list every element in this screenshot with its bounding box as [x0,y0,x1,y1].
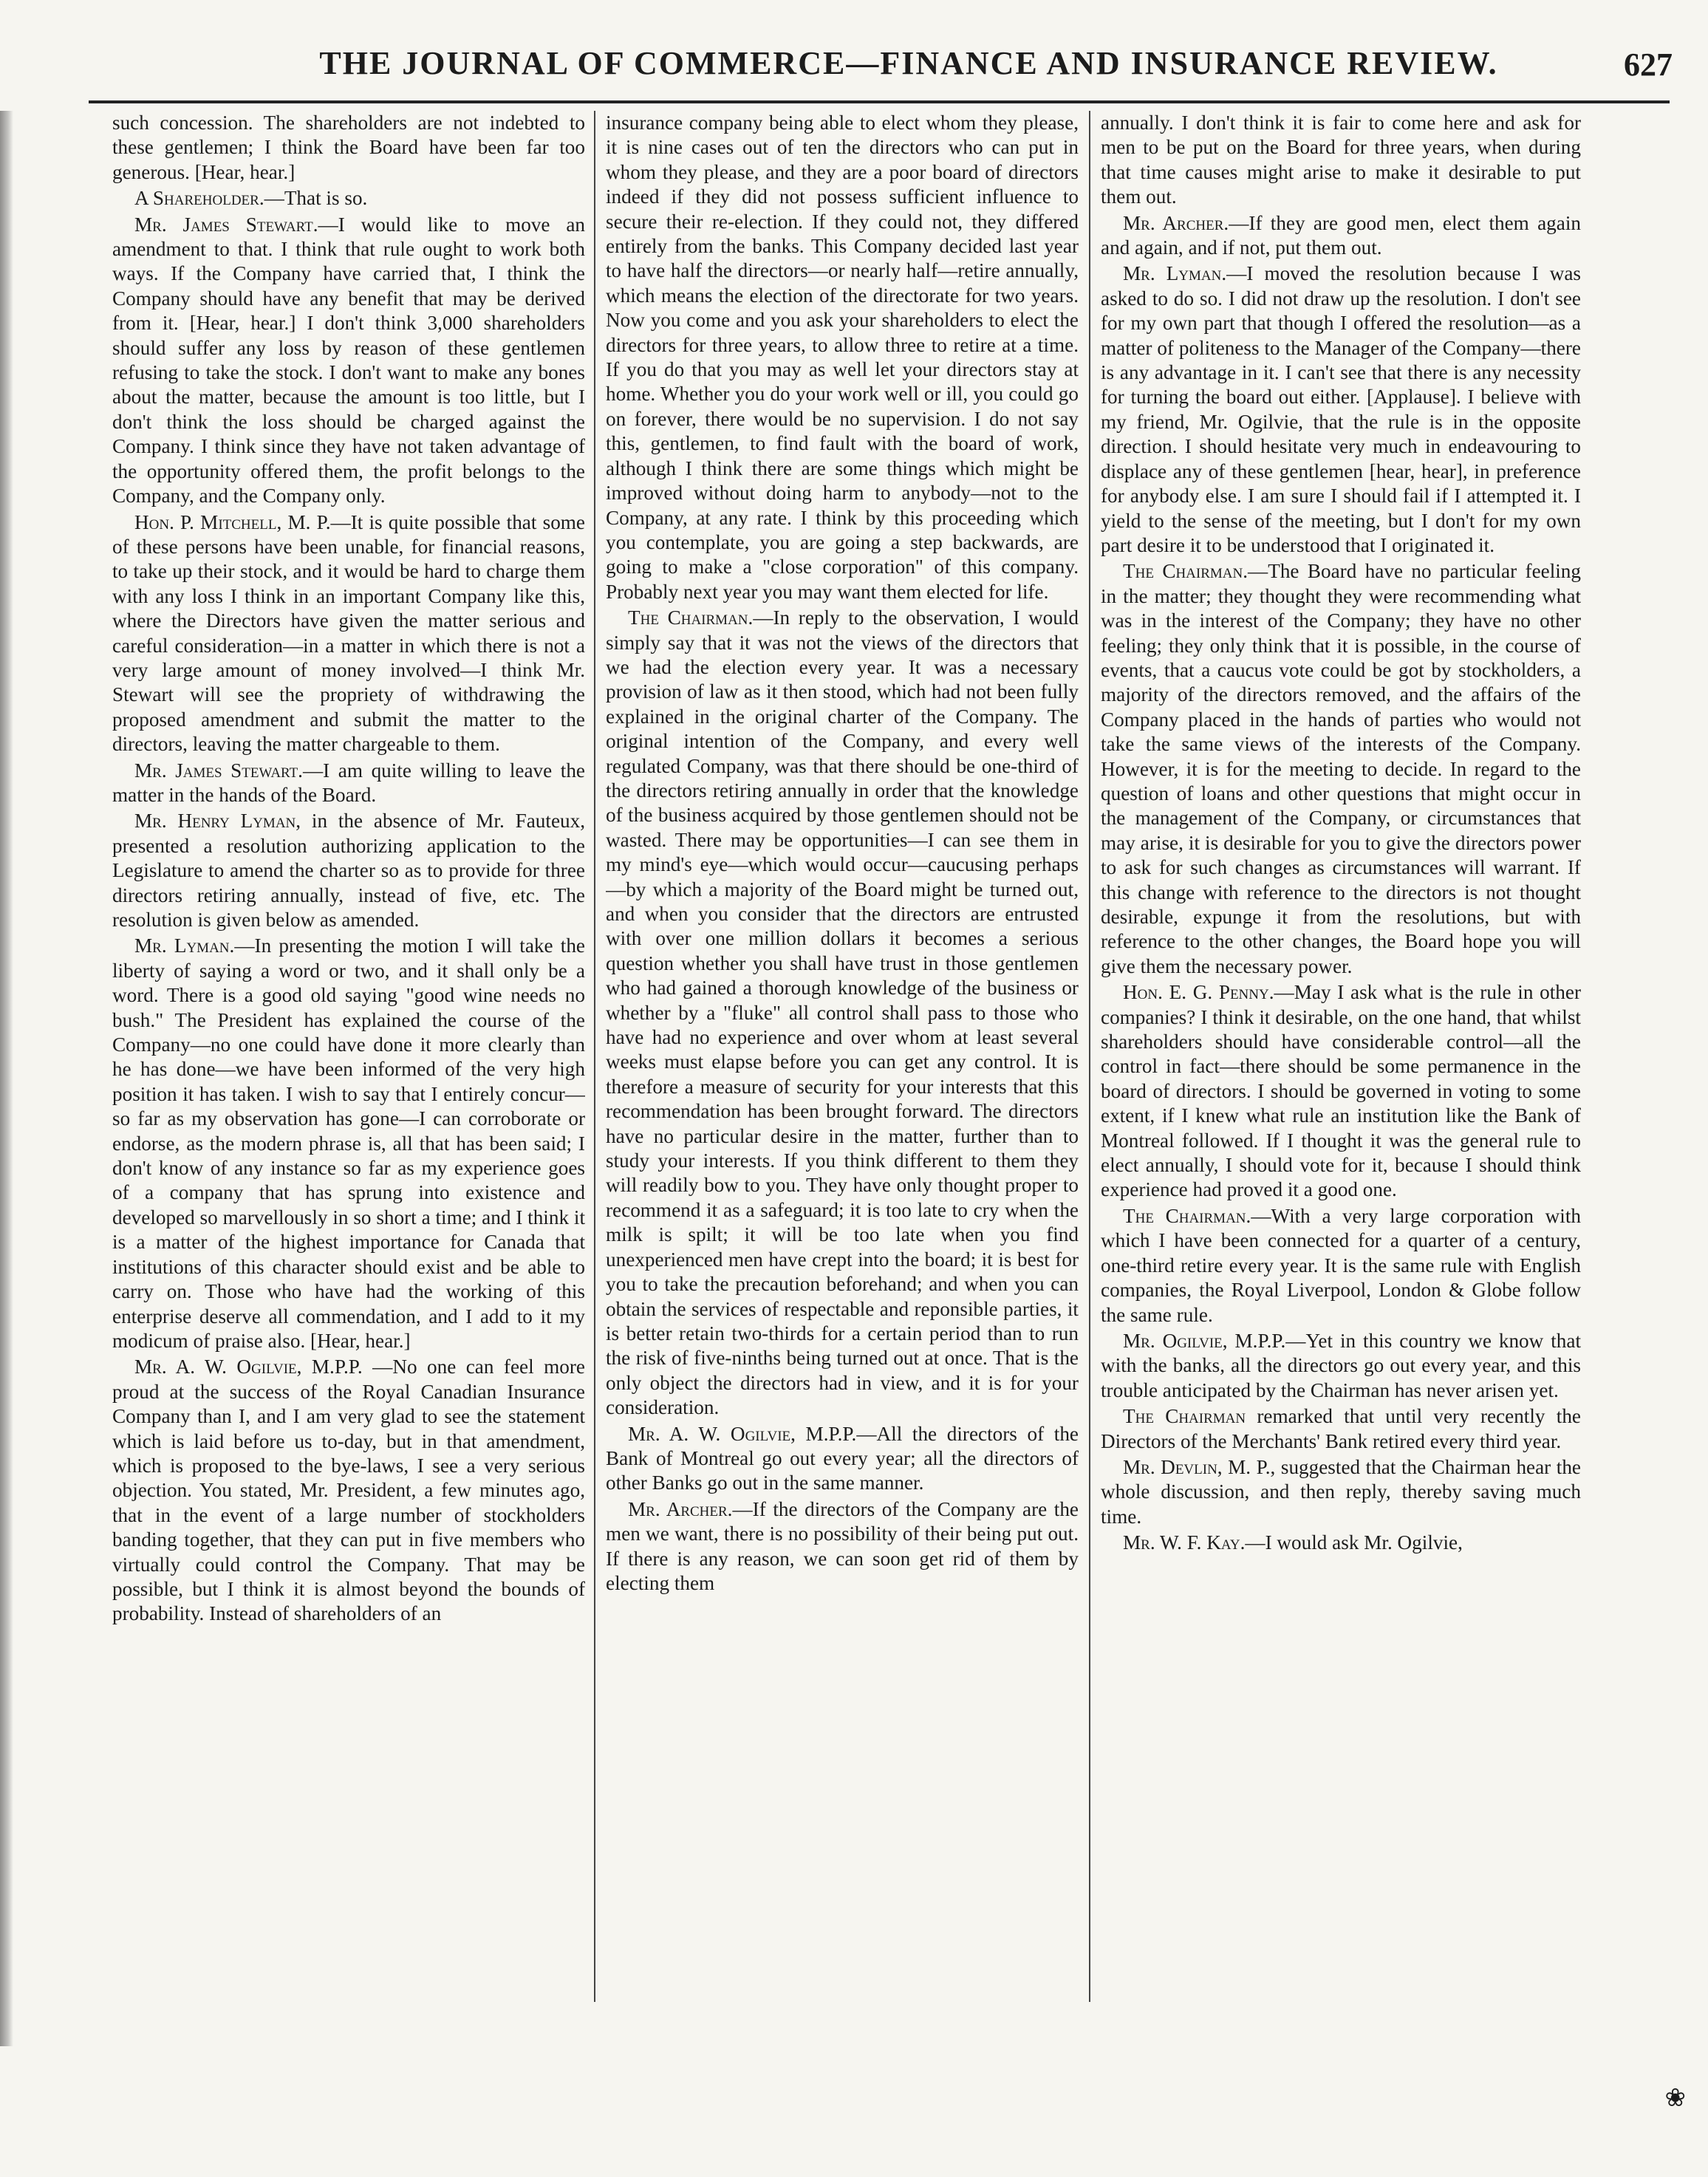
paragraph-text: —In presenting the motion I will take the liberty of saying a word or two, and it shall only be a word. There is a good old saying "good wine needs no bush." The President has explained the course of the Company—no one could have done it more clearly than he has done—we have been informed of the very high position it has taken. I wish to say that I entirely concur—so far as my observation has gone—I can corroborate or endorse, as the modern phrase is, all that has been said; I don't know of any instance so far as my experience goes of a company that has sprung into existence and developed so marvellously in so short a time; and I think it is a matter of the highest importance for Canada that institutions of this character should exist and be able to carry on. Those who have had the working of this enterprise deserve all commendation, and I add to it my modicum of praise also. [Hear, hear.] [112,934,585,1352]
paragraph-text: —I am quite willing to leave the matter in the hands of the Board. [112,759,585,806]
paragraph [1101,980,1581,1203]
paragraph [1101,1329,1581,1403]
speaker-name: The Chairman. [1123,1204,1251,1227]
paragraph-text: suggested that the Chairman hear the whole discussion, and then reply, thereby saving much time. [1101,1455,1581,1528]
speaker-name: Mr. W. F. Kay. [1123,1531,1246,1554]
paragraph-text: —If the directors of the Company are the men we want, there is no possibility of their being put out. If there is any reason, we can soon get rid of them by electing them [606,1497,1079,1594]
paragraph [1101,262,1581,558]
speaker-name: Mr. A. W. Ogilvie, M.P.P. [628,1422,857,1445]
paragraph-text: —I would like to move an amendment to that. I think that rule ought to work both ways. If the Company have carried that, I think the Company should have any benefit that may be derived from it. [Hear, hear.] I don't think 3,000 shareholders should suffer any loss by reason of these gentlemen refusing to take the stock. I don't want to make any bones about the matter, because the amount is too little, but I don't think the loss should be charged against the Company. I think since they have not taken advantage of the opportunity offered them, the profit belongs to the Company, and the Company only. [112,213,585,507]
paragraph [1101,111,1581,210]
column-1 [112,111,585,2002]
paragraph-text: such concession. The shareholders are not indebted to these gentlemen; I think the Board have been far too generous. [Hear, hear.] [112,112,585,183]
paragraph [1101,1204,1581,1327]
paragraph-text: —With a very large corporation with which I have been connected for a quarter of a century, one-third retire every year. It is the same rule with English companies, the Royal Liverpool, London & Globe follow the same rule. [1101,1204,1581,1326]
paragraph [606,606,1079,1420]
paragraph [112,213,585,509]
binding-edge [0,111,13,2046]
paragraph-text: —No one can feel more proud at the success of the Royal Canadian Insurance Company than I, and I am very glad to see the statement which is laid before us to-day, but in that amendment, which is proposed to the bye-laws, I see a very serious objection. You stated, Mr. President, a few minutes ago, that in the event of a large number of stockholders banding together, that they can put in five members who virtually could control the Company. That may be possible, but I think it is almost beyond the bounds of probability. Instead of shareholders of an [112,1356,585,1625]
paragraph-text: —The Board have no particular feeling in the matter; they thought they were recommending what was in the interest of the Company; they have no other feeling; they only think that it is possible, in the course of events, that a caucus vote could be got by stockholders, a majority of the directors removed, and the affairs of the Company placed in the hands of parties who would not take the same views of the interests of the Company. However, it is for the meeting to decide. In regard to the question of loans and other questions that might occur in the management of the Company, or circumstances that may arise, it is desirable for you to give the directors power to ask for such changes as circumstances will warrant. If this change with reference to the directors is not thought desirable, expunge it from the resolutions, but with reference to the other changes, the Board hope you will give them the necessary power. [1101,560,1581,977]
page-number: 627 [1624,47,1673,83]
paragraph [1101,1531,1581,1555]
printer-mark-icon: ❀ [1664,2085,1686,2112]
paragraph-text: in the absence of Mr. Fauteux, presented a resolution authorizing application to the Legislature to amend the charter so as to provide for three directors retiring annually, instead of five, etc. The resolution is given below as amended. [112,810,585,931]
paragraph [112,510,585,757]
paragraph [112,809,585,932]
speaker-name: Mr. James Stewart. [134,213,318,236]
speaker-name: Mr. Archer. [628,1497,733,1520]
speaker-name: Mr. Devlin, M. P., [1123,1455,1276,1478]
paragraph-text: —I would ask Mr. Ogilvie, [1245,1531,1463,1554]
paragraph [606,1497,1079,1596]
paragraph [112,1355,585,1626]
paragraph [1101,1455,1581,1529]
speaker-name: Mr. Henry Lyman, [134,810,301,833]
speaker-name: Mr. Ogilvie, M.P.P. [1123,1329,1286,1352]
paragraph-text: —All the directors of the Bank of Montreal go out every year; all the directors of other Banks go out in the same manner. [606,1422,1079,1494]
paragraph-text: —In reply to the observation, I would simply say that it was not the views of the directors that we had the election every year. It was a necessary provision of law as it then stood, which had not been fully explained in the original charter of the Company. The original intention of the Company, and every well regulated Company, was that there should be one-third of the directors retiring annually in order that the knowledge of the business acquired by those gentlemen should not be wasted. There may be opportunities—I can see them in my mind's eye—which would occur—caucusing perhaps—by which a majority of the Board might be turned out, and when you consider that the directors are entrusted with over one million dollars it becomes a serious question whether you shall have trust in those gentlemen who had gained a thorough knowledge of the business or whether by a "fluke" all control shall pass to those who have had no experience and over whom at least several weeks must elapse before you can get any control. It is therefore a measure of security for your interests that this recommendation has been brought forward. The directors have no particular desire in the matter, further than to study your interests. If you think different to them they will readily bow to you. They have only thought proper to recommend it as a safeguard; it is too late to cry when the milk is spilt; it will be too late when you find unexperienced men have crept into the board; it is best for you to take the precaution beforehand; and when you can obtain the services of respectable and reponsible parties, it is better retain two-thirds for a certain period than to run the risk of five-ninths being turned out at once. That is the only object the directors had in view, and it is for your consideration. [606,606,1079,1419]
column-3 [1101,111,1581,2002]
paragraph [112,759,585,808]
paragraph-text: insurance company being able to elect whom they please, it is nine cases out of ten the directors who can put in whom they please, and they are a poor board of directors indeed if they did not possess sufficient influence to secure their re-election. If they could not, they differed entirely from the banks. This Company decided last year to have half the directors—or nearly half—retire annually, which means the election of the directorate for two years. Now you come and you ask your shareholders to elect the directors for three years, to allow three to retire at a time. If you do that you may as well let your directors stay at home. Whether you do your work well or ill, you could go on forever, there would be no supervision. I do not say this, gentlemen, to find fault with the board of work, although I think there are some things which might be improved without doing harm to anybody—not to the Company, at any rate. I think by this proceeding which you contemplate, you are going a step backwards, are going to make a "close corporation" of this company. Probably next year you may want them elected for life. [606,112,1079,603]
speaker-name: Mr. James Stewart. [134,759,303,782]
paragraph [112,934,585,1353]
column-divider [594,111,595,2002]
paragraph [1101,1404,1581,1454]
page-header-title: THE JOURNAL OF COMMERCE—FINANCE AND INSURANCE REVIEW. [319,45,1498,81]
paragraph [606,1422,1079,1496]
paragraph [606,111,1079,604]
speaker-name: Mr. Lyman. [134,934,235,957]
speaker-name: The Chairman [1123,1405,1246,1428]
paragraph-text: annually. I don't think it is fair to come here and ask for men to be put on the Board for three years, when during that time causes might arise to make it desirable to put them out. [1101,112,1581,208]
paragraph-text: —If they are good men, elect them again and again, and if not, put them out. [1101,211,1581,259]
speaker-name: Mr. Archer. [1123,211,1229,234]
column-divider [1089,111,1090,2002]
paragraph [112,111,585,185]
paragraph-text: —It is quite possible that some of these persons have been unable, for financial reasons, to take up their stock, and it would be hard to charge them with any loss I think in an important Company like this, where the Directors have given the matter serious and careful consideration—in a matter in which there is not a very large amount of money involved—I think Mr. Stewart will see the propriety of withdrawing the proposed amendment and submit the matter to the directors, leaving the matter chargeable to them. [112,510,585,756]
column-2 [606,111,1079,2002]
paragraph [112,186,585,211]
speaker-name: The Chairman. [628,606,754,629]
paragraph-text: —May I ask what is the rule in other companies? I think it desirable, on the one hand, that whilst shareholders should have considerable control—all the control in fact—there should be some permanence in the board of directors. I should be governed in voting to some extent, if I knew what rule an institution like the Bank of Montreal followed. If I thought it was the general rule to elect annually, I should vote for it, because I should think experience had proved it a good one. [1101,981,1581,1201]
paragraph-text: —I moved the resolution because I was asked to do so. I did not draw up the resolution. I don't see for my own part that though I offered the resolution—as a matter of politeness to the Manager of the Company—there is any advantage in it. I can't see that there is any necessity for turning the board out either. [Applause]. I believe with my friend, Mr. Ogilvie, that the rule is in the opposite direction. I should hesitate very much in endeavouring to displace any of these gentlemen [hear, hear], in preference for anybody else. I am sure I should fail if I attempted it. I yield to the sense of the meeting, but I don't for my own part desire it to be understood that I originated it. [1101,262,1581,556]
paragraph-text: —That is so. [264,187,368,210]
speaker-name: The Chairman. [1123,560,1248,583]
speaker-name: Mr. A. W. Ogilvie, M.P.P. [134,1356,363,1378]
speaker-name: Hon. E. G. Penny. [1123,981,1274,1004]
paragraph-text: remarked that until very recently the Directors of the Merchants' Bank retired every third year. [1101,1405,1581,1452]
speaker-name: Hon. P. Mitchell, M. P. [134,510,331,533]
paragraph [1101,211,1581,261]
paragraph-text: —Yet in this country we know that with the banks, all the directors go out every year, and this trouble anticipated by the Chairman has never arisen yet. [1101,1329,1581,1401]
speaker-name: A Shareholder. [134,187,264,210]
paragraph [1101,559,1581,979]
header-rule [89,100,1670,103]
speaker-name: Mr. Lyman. [1123,262,1227,285]
